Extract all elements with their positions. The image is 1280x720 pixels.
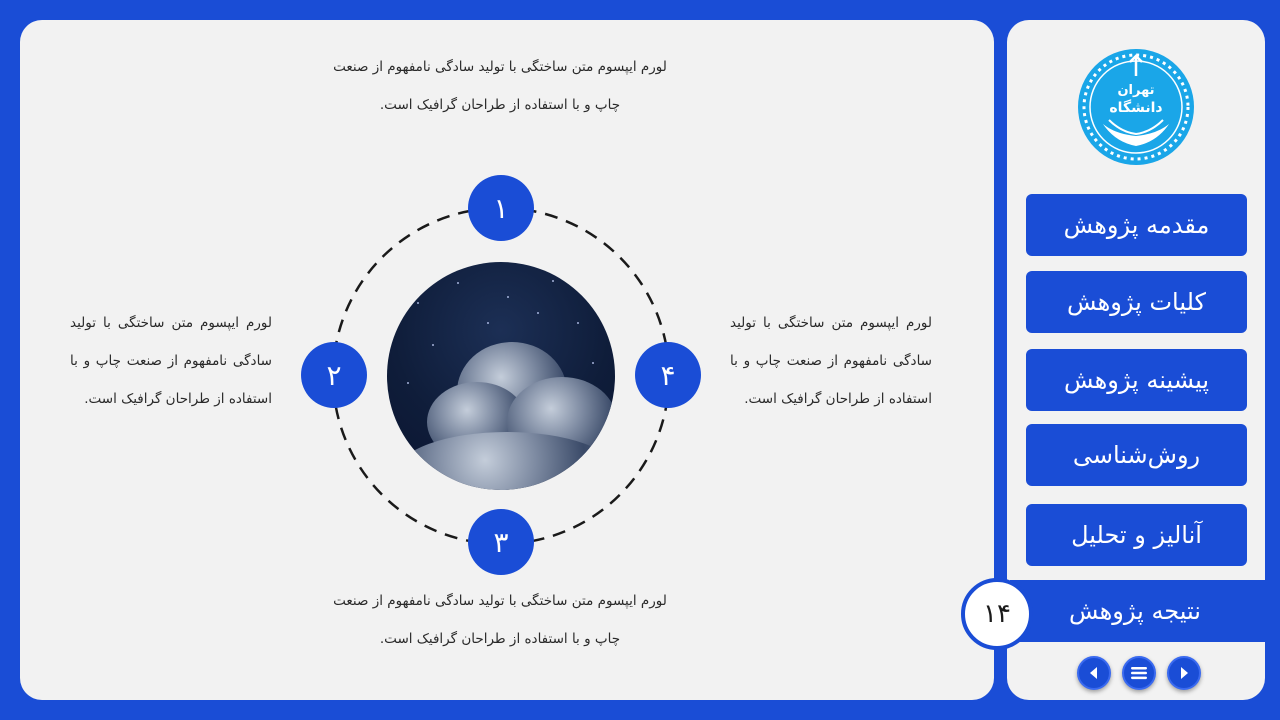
nav-item-overview[interactable]: کلیات پژوهش <box>1026 271 1247 333</box>
nav-item-introduction[interactable]: مقدمه پژوهش <box>1026 194 1247 256</box>
step-node-3: ۳ <box>468 509 534 575</box>
nav-item-methodology[interactable]: روش‌شناسی <box>1026 424 1247 486</box>
menu-button[interactable] <box>1122 656 1156 690</box>
arrow-left-icon <box>1086 665 1102 681</box>
step-node-1: ۱ <box>468 175 534 241</box>
page-number-badge: ۱۴ <box>961 578 1033 650</box>
night-sky-cloud-image <box>387 262 615 490</box>
university-logo <box>1075 46 1197 168</box>
paragraph-top: لورم ایپسوم متن ساختگی با تولید سادگی نامفهوم از صنعت چاپ و با استفاده از طراحان گرافیک است. <box>333 59 667 113</box>
paragraph-right: لورم ایپسوم متن ساختگی با تولید سادگی نامفهوم از صنعت چاپ و با استفاده از طراحان گرافیک است. <box>730 315 932 407</box>
paragraph-left: لورم ایپسوم متن ساختگی با تولید سادگی نامفهوم از صنعت چاپ و با استفاده از طراحان گرافیک است. <box>70 315 272 407</box>
nav-item-background[interactable]: پیشینه پژوهش <box>1026 349 1247 411</box>
arrow-right-icon <box>1176 665 1192 681</box>
nav-item-results-current[interactable]: نتیجه پژوهش <box>1010 580 1280 642</box>
step-node-4: ۴ <box>635 342 701 408</box>
nav-item-analysis[interactable]: آنالیز و تحلیل <box>1026 504 1247 566</box>
step-node-2: ۲ <box>301 342 367 408</box>
prev-slide-button[interactable] <box>1077 656 1111 690</box>
logo-text-line2: دانشگاه <box>1109 100 1163 116</box>
next-slide-button[interactable] <box>1167 656 1201 690</box>
logo-text-line1: تهران <box>1117 83 1155 98</box>
paragraph-bottom: لورم ایپسوم متن ساختگی با تولید سادگی نامفهوم از صنعت چاپ و با استفاده از طراحان گرافیک است. <box>333 593 667 647</box>
menu-icon <box>1130 665 1148 681</box>
